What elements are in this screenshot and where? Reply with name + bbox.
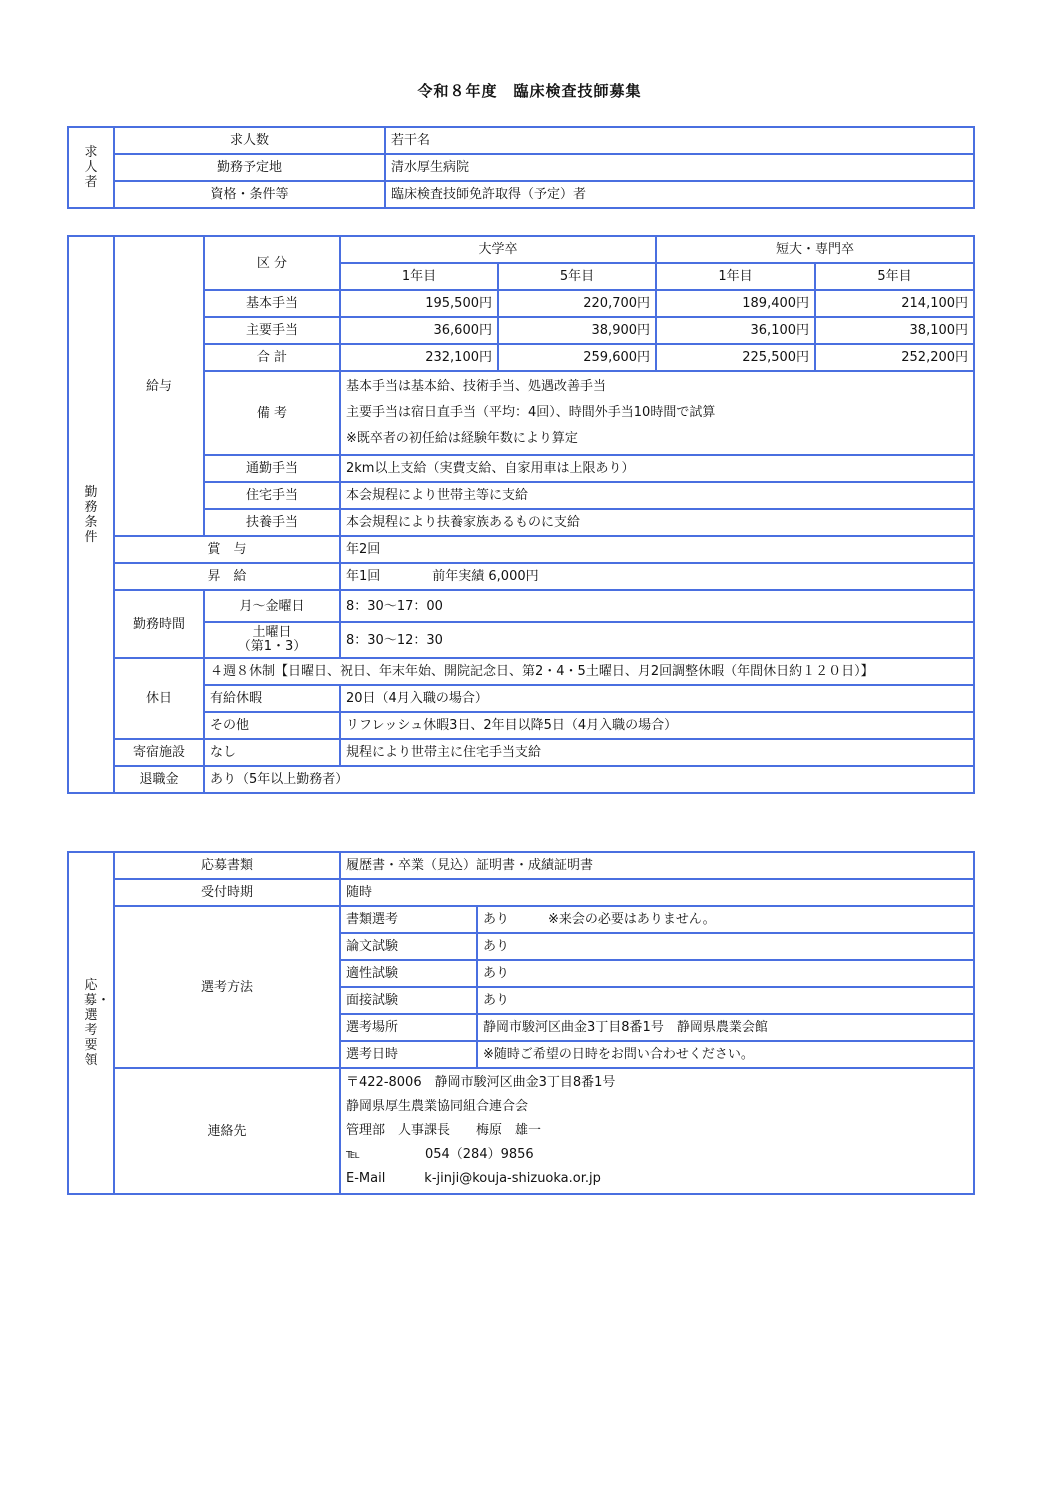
contact-phone: ℡ 054（284）9856 xyxy=(346,1147,534,1162)
salary-cell: 195,500円 xyxy=(340,290,498,317)
dorm-row xyxy=(68,739,974,766)
hours-row xyxy=(68,622,974,658)
salary-cell: 225,500円 xyxy=(656,344,815,371)
paid-leave-label: 有給休暇 xyxy=(204,685,340,712)
selection-item-label: 適性試験 xyxy=(340,960,477,987)
apply-row xyxy=(68,852,974,879)
salary-cell: 36,600円 xyxy=(340,317,498,344)
holiday-row xyxy=(68,658,974,685)
bonus-row xyxy=(68,536,974,563)
holiday-label: 休日 xyxy=(114,658,204,739)
recruit-side-label: 求人者 xyxy=(68,127,114,208)
contact-line: 〒422-8006 静岡市駿河区曲金3丁目8番1号 xyxy=(346,1075,616,1090)
recruit-table xyxy=(67,126,975,209)
remark-line: 基本手当は基本給、技術手当、処遇改善手当 xyxy=(346,379,607,394)
salary-cell: 220,700円 xyxy=(498,290,656,317)
retire-row xyxy=(68,766,974,793)
year5-header: 5年目 xyxy=(498,263,656,290)
raise-label: 昇 給 xyxy=(114,563,340,590)
apply-table xyxy=(67,851,975,1195)
recruit-value: 清水厚生病院 xyxy=(385,154,974,181)
allowance-value: 本会規程により世帯主等に支給 xyxy=(340,482,974,509)
hours-day-label: 土曜日 （第1・3） xyxy=(204,622,340,658)
selection-item-value: あり xyxy=(477,987,974,1014)
selection-item-value: あり xyxy=(477,960,974,987)
year1-header: 1年目 xyxy=(656,263,815,290)
junior-header: 短大・専門卒 xyxy=(656,236,974,263)
retire-label: 退職金 xyxy=(114,766,204,793)
work-conditions-table xyxy=(67,235,975,794)
selection-item-value: 静岡市駿河区曲金3丁目8番1号 静岡県農業会館 xyxy=(477,1014,974,1041)
bonus-value: 年2回 xyxy=(340,536,974,563)
selection-row xyxy=(68,906,974,933)
remark-line: ※既卒者の初任給は経験年数により算定 xyxy=(346,431,578,446)
contact-row xyxy=(68,1068,974,1194)
recruit-row xyxy=(68,181,974,208)
recruit-row xyxy=(68,154,974,181)
recruit-row xyxy=(68,127,974,154)
contact-line: 静岡県厚生農業協同組合連合会 xyxy=(346,1099,529,1114)
apply-row xyxy=(68,879,974,906)
salary-row xyxy=(68,344,974,371)
selection-item-value: あり ※来会の必要はありません。 xyxy=(477,906,974,933)
paid-leave-row xyxy=(68,685,974,712)
allowance-row xyxy=(68,509,974,536)
selection-item-value: あり xyxy=(477,933,974,960)
contact-line: 管理部 人事課長 梅原 雄一 xyxy=(346,1123,542,1138)
salary-cell: 232,100円 xyxy=(340,344,498,371)
docs-value: 履歴書・卒業（見込）証明書・成績証明書 xyxy=(340,852,974,879)
allowance-label: 住宅手当 xyxy=(204,482,340,509)
work-side-label: 勤務条件 xyxy=(68,236,114,793)
apply-side-label: 応募・選考要領 xyxy=(68,852,114,1194)
recruit-value: 臨床検査技師免許取得（予定）者 xyxy=(385,181,974,208)
allowance-row xyxy=(68,455,974,482)
remarks-label: 備 考 xyxy=(204,371,340,455)
year1-header: 1年目 xyxy=(340,263,498,290)
salary-cell: 36,100円 xyxy=(656,317,815,344)
salary-row-label: 主要手当 xyxy=(204,317,340,344)
contact-label: 連絡先 xyxy=(114,1068,340,1194)
hours-label: 勤務時間 xyxy=(114,590,204,658)
salary-label: 給与 xyxy=(114,236,204,536)
retire-value: あり（5年以上勤務者） xyxy=(204,766,974,793)
hours-day-label: 月～金曜日 xyxy=(204,590,340,622)
hours-value: 8：30～12：30 xyxy=(340,622,974,658)
allowance-value: 2km以上支給（実費支給、自家用車は上限あり） xyxy=(340,455,974,482)
selection-item-label: 選考場所 xyxy=(340,1014,477,1041)
selection-label: 選考方法 xyxy=(114,906,340,1068)
contact-email[interactable]: E-Mail k-jinji@kouja-shizuoka.or.jp xyxy=(346,1171,601,1186)
selection-item-label: 書類選考 xyxy=(340,906,477,933)
salary-cell: 38,900円 xyxy=(498,317,656,344)
recruit-label: 求人数 xyxy=(114,127,385,154)
contact-cell xyxy=(340,1068,974,1194)
univ-header: 大学卒 xyxy=(340,236,656,263)
kubun-header: 区 分 xyxy=(204,236,340,290)
selection-item-label: 面接試験 xyxy=(340,987,477,1014)
remark-line: 主要手当は宿日直手当（平均：4回）、時間外手当10時間で試算 xyxy=(346,405,716,420)
raise-value: 年1回 前年実績 6,000円 xyxy=(340,563,974,590)
allowance-value: 本会規程により扶養家族あるものに支給 xyxy=(340,509,974,536)
salary-cell: 259,600円 xyxy=(498,344,656,371)
salary-cell: 214,100円 xyxy=(815,290,974,317)
other-leave-label: その他 xyxy=(204,712,340,739)
hours-row xyxy=(68,590,974,622)
period-value: 随時 xyxy=(340,879,974,906)
selection-item-label: 論文試験 xyxy=(340,933,477,960)
salary-row xyxy=(68,317,974,344)
allowance-label: 扶養手当 xyxy=(204,509,340,536)
salary-row xyxy=(68,290,974,317)
other-leave-value: リフレッシュ休暇3日、2年目以降5日（4月入職の場合） xyxy=(340,712,974,739)
recruit-value: 若干名 xyxy=(385,127,974,154)
dorm-label: 寄宿施設 xyxy=(114,739,204,766)
salary-cell: 252,200円 xyxy=(815,344,974,371)
recruit-label: 勤務予定地 xyxy=(114,154,385,181)
docs-label: 応募書類 xyxy=(114,852,340,879)
allowance-label: 通勤手当 xyxy=(204,455,340,482)
recruit-label: 資格・条件等 xyxy=(114,181,385,208)
holiday-main: ４週８休制【日曜日、祝日、年末年始、開院記念日、第2・4・5土曜日、月2回調整休暇（年間休日約１２０日）】 xyxy=(204,658,974,685)
salary-row-label: 基本手当 xyxy=(204,290,340,317)
allowance-row xyxy=(68,482,974,509)
dorm-value: なし xyxy=(204,739,340,766)
period-label: 受付時期 xyxy=(114,879,340,906)
salary-cell: 189,400円 xyxy=(656,290,815,317)
bonus-label: 賞 与 xyxy=(114,536,340,563)
remarks-cell xyxy=(340,371,974,455)
year5-header: 5年目 xyxy=(815,263,974,290)
selection-item-label: 選考日時 xyxy=(340,1041,477,1068)
salary-cell: 38,100円 xyxy=(815,317,974,344)
page-title: 令和８年度 臨床検査技師募集 xyxy=(417,82,642,100)
hours-value: 8：30～17：00 xyxy=(340,590,974,622)
paid-leave-value: 20日（4月入職の場合） xyxy=(340,685,974,712)
raise-row xyxy=(68,563,974,590)
salary-row-label: 合 計 xyxy=(204,344,340,371)
other-leave-row xyxy=(68,712,974,739)
selection-item-value: ※随時ご希望の日時をお問い合わせください。 xyxy=(477,1041,974,1068)
dorm-note: 規程により世帯主に住宅手当支給 xyxy=(340,739,974,766)
